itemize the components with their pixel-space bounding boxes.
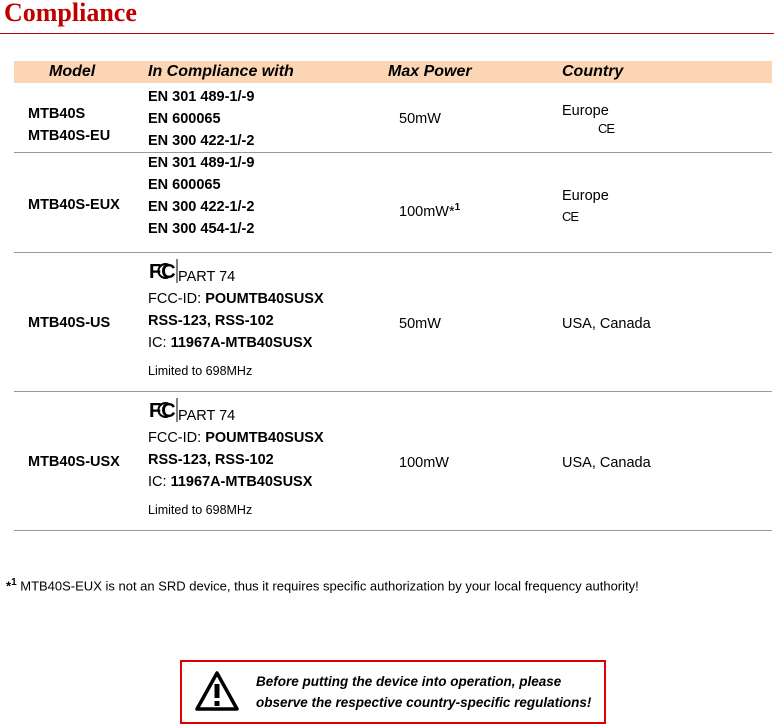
model-cell [28,451,120,473]
power-value: 100mW* [399,203,455,220]
fcc-part: PART 74 [178,408,236,424]
footnote-ref: 1 [454,202,461,213]
ic-line [148,471,324,493]
fcc-part-line [148,259,324,288]
ic-label: IC: [148,335,171,351]
fcc-id-label: FCC-ID: [148,291,206,307]
warning-line: observe the respective country-specific regulations! [256,695,592,710]
standard-line: EN 300 422-1/-2 [148,199,255,215]
footnote-number: 1 [11,577,17,588]
compliance-cell [148,398,324,521]
ic-label: IC: [148,474,171,490]
model-line: MTB40S-EUX [28,197,120,213]
title-divider [0,33,774,34]
fcc-part-line [148,398,324,427]
fcc-id-label: FCC-ID: [148,430,206,446]
header-country: Country [562,63,624,80]
country-cell: USA, Canada [562,455,651,471]
model-line: MTB40S-USX [28,454,120,470]
ce-mark-icon: CE [598,121,615,136]
country-name: Europe [562,188,609,204]
fcc-id: POUMTB40SUSX [205,430,324,446]
footnote-text: MTB40S-EUX is not an SRD device, thus it requires specific authorization by your local frequency authority! [16,578,639,594]
compliance-cell [148,86,254,152]
warning-triangle-icon [194,670,240,712]
country-name: Europe [562,103,609,119]
model-cell [28,312,110,334]
warning-line: Before putting the device into operation, please [256,674,562,689]
fcc-logo-letters: FC [149,261,176,283]
fcc-logo-icon [148,398,178,422]
table-header [14,61,772,83]
warning-box [180,660,606,724]
standard-line: EN 300 422-1/-2 [148,133,255,149]
standard-line: EN 301 489-1/-9 [148,155,255,171]
fcc-logo-icon [148,259,178,283]
warning-text [256,671,591,713]
fcc-id-line [148,288,324,310]
model-cell [28,194,120,216]
fcc-part: PART 74 [178,269,236,285]
header-max-power: Max Power [388,63,472,80]
fcc-logo-letters: FC [149,400,176,422]
footnote [6,577,639,593]
rss-line: RSS-123, RSS-102 [148,452,274,468]
country-cell [562,100,614,136]
power-cell: 50mW [399,316,441,332]
table-row [14,83,772,153]
table-row [14,253,772,392]
model-cell [28,103,110,147]
header-model: Model [49,63,96,80]
country-cell: USA, Canada [562,316,651,332]
standard-line: EN 300 454-1/-2 [148,221,255,237]
compliance-cell [148,259,324,382]
table-row [14,392,772,531]
fcc-id: POUMTB40SUSX [205,291,324,307]
standard-line: EN 600065 [148,111,221,127]
power-cell [399,197,460,223]
power-cell: 100mW [399,455,449,471]
frequency-limit: Limited to 698MHz [148,364,253,378]
page-title: Compliance [4,0,137,27]
model-line: MTB40S-EU [28,128,111,144]
standard-line: EN 600065 [148,177,221,193]
ic-line [148,332,324,354]
frequency-limit: Limited to 698MHz [148,503,253,517]
header-compliance: In Compliance with [148,63,294,80]
ic-id: 11967A-MTB40SUSX [170,474,313,490]
fcc-id-line [148,427,324,449]
compliance-cell [148,152,254,240]
ce-mark-icon: CE [562,209,579,224]
model-line: MTB40S [28,106,86,122]
standard-line: EN 301 489-1/-9 [148,89,255,105]
ic-id: 11967A-MTB40SUSX [170,335,313,351]
power-cell: 50mW [399,111,441,127]
rss-line: RSS-123, RSS-102 [148,313,274,329]
table-row [14,153,772,253]
footnote-asterisk: * [6,578,12,594]
country-cell [562,185,609,224]
model-line: MTB40S-US [28,315,111,331]
